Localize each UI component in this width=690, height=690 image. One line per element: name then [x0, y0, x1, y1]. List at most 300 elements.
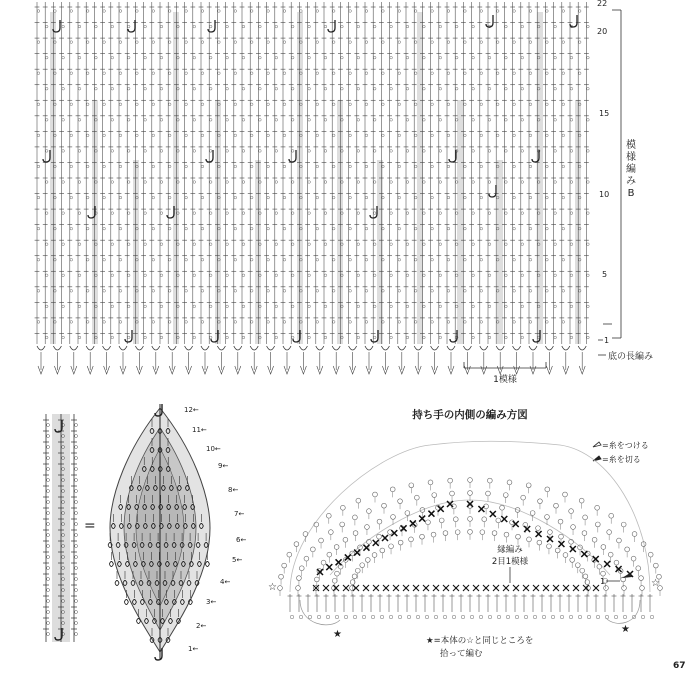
row-number: 10 — [599, 190, 610, 199]
chain-loop — [103, 321, 106, 324]
bottom-loop — [371, 615, 375, 619]
chain-loop — [447, 72, 450, 75]
chain-loop — [390, 274, 393, 277]
strip-loop — [75, 424, 78, 427]
chain-loop — [250, 196, 253, 199]
chain-loop — [152, 321, 155, 324]
chain-loop — [259, 150, 262, 153]
strip-loop — [47, 457, 50, 460]
strip-loop — [75, 457, 78, 460]
handle-loop — [391, 515, 396, 520]
handle-loop — [314, 577, 319, 582]
legend-attach — [593, 440, 649, 450]
chain-loop — [291, 56, 294, 59]
chain-loop — [144, 56, 147, 59]
handle-loop — [468, 516, 473, 521]
strip-loop — [75, 611, 78, 614]
chain-loop — [480, 321, 483, 324]
chain-loop — [127, 119, 130, 122]
chain-loop — [365, 321, 368, 324]
chain-loop — [111, 150, 114, 153]
chain-loop — [316, 258, 319, 261]
chain-loop — [103, 196, 106, 199]
chain-loop — [431, 103, 434, 106]
strip-loop — [75, 556, 78, 559]
handle-loop — [367, 539, 372, 544]
chain-loop — [554, 274, 557, 277]
chain-loop — [291, 212, 294, 215]
handle-loop — [592, 537, 597, 542]
handle-loop — [439, 518, 444, 523]
base-stitch — [316, 346, 324, 350]
chain-loop — [78, 336, 81, 339]
handle-loop — [334, 545, 339, 550]
chain-loop — [168, 290, 171, 293]
leaf-row-label: 5← — [232, 556, 243, 564]
chain-loop — [521, 212, 524, 215]
chain-loop — [529, 165, 532, 168]
chain-loop — [111, 212, 114, 215]
handle-loop — [380, 548, 385, 553]
chain-loop — [193, 274, 196, 277]
pattern-name-char: 様 — [626, 152, 636, 163]
chain-loop — [127, 25, 130, 28]
chain-loop — [45, 25, 48, 28]
bottom-loop — [317, 615, 321, 619]
note-line2: 拾って編む — [440, 649, 483, 659]
chain-loop — [78, 150, 81, 153]
chain-loop — [111, 56, 114, 59]
chain-loop — [45, 274, 48, 277]
handle-loop — [648, 552, 653, 557]
chain-loop — [250, 72, 253, 75]
base-stitch — [267, 346, 275, 350]
chain-loop — [78, 243, 81, 246]
chain-loop — [86, 258, 89, 261]
bottom-loop — [452, 615, 456, 619]
chain-loop — [308, 150, 311, 153]
column-highlight — [377, 160, 383, 344]
chain-loop — [226, 87, 229, 90]
chain-loop — [201, 134, 204, 137]
chain-loop — [341, 87, 344, 90]
chain-loop — [472, 212, 475, 215]
chain-loop — [382, 72, 385, 75]
chain-loop — [250, 10, 253, 13]
chain-loop — [193, 336, 196, 339]
chain-loop — [275, 243, 278, 246]
chain-loop — [54, 10, 57, 13]
handle-loop — [632, 532, 637, 537]
chain-loop — [439, 181, 442, 184]
chain-loop — [111, 119, 114, 122]
chain-loop — [472, 150, 475, 153]
chain-loop — [529, 103, 532, 106]
strip-loop — [47, 600, 50, 603]
chain-loop — [78, 119, 81, 122]
chain-loop — [201, 165, 204, 168]
chain-loop — [357, 87, 360, 90]
chain-loop — [431, 321, 434, 324]
handle-loop — [428, 480, 433, 485]
chain-loop — [127, 212, 130, 215]
chain-loop — [488, 336, 491, 339]
chain-loop — [136, 10, 139, 13]
chain-loop — [111, 181, 114, 184]
chain-loop — [521, 56, 524, 59]
chain-loop — [332, 321, 335, 324]
base-stitch — [53, 346, 61, 350]
handle-loop — [297, 576, 302, 581]
chain-loop — [480, 196, 483, 199]
handle-loop — [559, 534, 564, 539]
handle-loop — [340, 522, 345, 527]
chain-loop — [521, 25, 524, 28]
chain-loop — [201, 72, 204, 75]
handle-loop — [414, 495, 419, 500]
chain-loop — [70, 290, 73, 293]
handle-strip-chart — [43, 414, 78, 642]
chain-loop — [390, 181, 393, 184]
chain-loop — [144, 150, 147, 153]
chain-loop — [185, 103, 188, 106]
chain-loop — [398, 258, 401, 261]
chain-loop — [554, 212, 557, 215]
chain-loop — [111, 336, 114, 339]
chain-loop — [562, 10, 565, 13]
chain-loop — [357, 25, 360, 28]
handle-loop — [352, 574, 357, 579]
handle-loop — [390, 487, 395, 492]
base-stitch — [447, 346, 455, 350]
handle-loop — [373, 492, 378, 497]
chain-loop — [234, 72, 237, 75]
chain-loop — [464, 10, 467, 13]
chain-loop — [414, 134, 417, 137]
chain-loop — [332, 103, 335, 106]
bottom-loop — [353, 615, 357, 619]
chain-loop — [234, 103, 237, 106]
chain-loop — [480, 258, 483, 261]
chain-loop — [521, 87, 524, 90]
handle-loop — [639, 576, 644, 581]
chain-loop — [185, 10, 188, 13]
chain-loop — [554, 150, 557, 153]
chain-loop — [324, 243, 327, 246]
chain-loop — [357, 150, 360, 153]
chain-loop — [480, 41, 483, 44]
chain-loop — [373, 243, 376, 246]
handle-loop — [287, 552, 292, 557]
chain-loop — [324, 150, 327, 153]
chain-loop — [103, 10, 106, 13]
chain-loop — [357, 212, 360, 215]
chain-loop — [406, 150, 409, 153]
chain-loop — [324, 212, 327, 215]
chain-loop — [119, 41, 122, 44]
chain-loop — [414, 165, 417, 168]
chain-loop — [480, 103, 483, 106]
chain-loop — [308, 336, 311, 339]
handle-loop — [547, 544, 552, 549]
chain-loop — [398, 72, 401, 75]
chain-loop — [242, 25, 245, 28]
stitch-columns — [37, 2, 586, 344]
base-stitch — [37, 346, 45, 350]
chain-loop — [587, 181, 590, 184]
chain-loop — [259, 119, 262, 122]
chain-loop — [275, 305, 278, 308]
handle-loop — [580, 568, 585, 573]
chain-loop — [242, 243, 245, 246]
chain-loop — [316, 103, 319, 106]
chain-loop — [152, 258, 155, 261]
chain-loop — [578, 10, 581, 13]
chain-loop — [45, 181, 48, 184]
chain-loop — [70, 10, 73, 13]
chain-loop — [62, 336, 65, 339]
chain-loop — [480, 10, 483, 13]
chain-loop — [349, 10, 352, 13]
bottom-loop — [578, 615, 582, 619]
edge-label-line2: 2目1模様 — [491, 557, 529, 567]
chain-loop — [242, 150, 245, 153]
chain-loop — [209, 119, 212, 122]
chain-loop — [283, 321, 286, 324]
chain-loop — [439, 56, 442, 59]
handle-loop — [389, 544, 394, 549]
chain-loop — [521, 305, 524, 308]
chain-loop — [242, 87, 245, 90]
stitch-chart-pattern-b — [35, 0, 653, 385]
chain-loop — [234, 321, 237, 324]
chain-loop — [111, 87, 114, 90]
handle-loop — [640, 586, 645, 591]
chain-loop — [513, 103, 516, 106]
hook-symbol — [450, 330, 457, 342]
chain-loop — [267, 227, 270, 230]
bottom-loop — [425, 615, 429, 619]
chain-loop — [127, 305, 130, 308]
handle-loop — [538, 499, 543, 504]
chain-loop — [472, 336, 475, 339]
chain-loop — [414, 10, 417, 13]
chain-loop — [209, 336, 212, 339]
bottom-loop — [308, 615, 312, 619]
strip-loop — [47, 490, 50, 493]
strip-loop — [75, 446, 78, 449]
leaf-stitch — [205, 562, 209, 567]
chain-loop — [472, 274, 475, 277]
chain-loop — [86, 290, 89, 293]
chain-loop — [562, 321, 565, 324]
chain-loop — [562, 72, 565, 75]
handle-loop — [294, 542, 299, 547]
chain-loop — [513, 72, 516, 75]
chain-loop — [308, 305, 311, 308]
handle-loop — [631, 556, 636, 561]
chain-loop — [308, 119, 311, 122]
chain-loop — [103, 134, 106, 137]
chain-loop — [562, 134, 565, 137]
chain-loop — [349, 41, 352, 44]
chain-loop — [431, 72, 434, 75]
chain-loop — [529, 41, 532, 44]
chain-loop — [439, 119, 442, 122]
chain-loop — [250, 290, 253, 293]
chain-loop — [324, 119, 327, 122]
hook-symbol — [128, 20, 135, 32]
chain-loop — [250, 134, 253, 137]
chain-loop — [308, 212, 311, 215]
chain-loop — [168, 41, 171, 44]
chain-loop — [505, 305, 508, 308]
chain-loop — [283, 134, 286, 137]
strip-loop — [75, 501, 78, 504]
chain-loop — [570, 243, 573, 246]
chain-loop — [275, 212, 278, 215]
chain-loop — [62, 119, 65, 122]
hook-symbol — [489, 185, 496, 197]
chain-loop — [464, 134, 467, 137]
chain-loop — [488, 212, 491, 215]
chain-loop — [103, 258, 106, 261]
chain-loop — [505, 243, 508, 246]
chain-loop — [324, 305, 327, 308]
chain-loop — [291, 181, 294, 184]
chain-loop — [349, 258, 352, 261]
handle-loop — [527, 537, 532, 542]
handle-loop — [355, 568, 360, 573]
chain-loop — [226, 336, 229, 339]
chain-loop — [373, 305, 376, 308]
handle-loop — [328, 530, 333, 535]
chain-loop — [513, 227, 516, 230]
chain-loop — [505, 25, 508, 28]
bottom-loop — [344, 615, 348, 619]
chain-loop — [226, 243, 229, 246]
handle-row-marker: 1 — [600, 577, 606, 586]
bottom-loop — [641, 615, 645, 619]
chain-loop — [168, 258, 171, 261]
leaf-row-label: 12← — [184, 406, 199, 414]
chain-loop — [316, 227, 319, 230]
base-stitch — [250, 346, 258, 350]
chain-loop — [373, 87, 376, 90]
chain-loop — [37, 134, 40, 137]
chain-loop — [242, 212, 245, 215]
handle-loop — [570, 558, 575, 563]
chain-loop — [86, 10, 89, 13]
chain-loop — [488, 150, 491, 153]
chain-loop — [45, 56, 48, 59]
base-stitch — [431, 346, 439, 350]
handle-loop — [617, 538, 622, 543]
leaf-row-label: 9← — [218, 462, 229, 470]
chain-loop — [144, 274, 147, 277]
chain-loop — [546, 165, 549, 168]
chain-loop — [152, 72, 155, 75]
handle-loop — [409, 483, 414, 488]
chain-loop — [144, 87, 147, 90]
handle-loop — [431, 532, 436, 537]
chain-loop — [267, 41, 270, 44]
chain-loop — [365, 227, 368, 230]
chain-loop — [447, 165, 450, 168]
strip-loop — [47, 545, 50, 548]
chain-loop — [447, 258, 450, 261]
handle-loop — [382, 503, 387, 508]
chain-loop — [78, 25, 81, 28]
handle-bottom-stitches — [288, 594, 654, 625]
strip-loop — [75, 589, 78, 592]
chain-loop — [119, 227, 122, 230]
bottom-loop — [290, 615, 294, 619]
handle-loop — [350, 580, 355, 585]
chain-loop — [554, 119, 557, 122]
note-line1: ★=本体の☆と同じところを — [426, 636, 534, 646]
chain-loop — [127, 87, 130, 90]
chain-loop — [70, 258, 73, 261]
handle-loop — [653, 563, 658, 568]
handle-loop — [536, 526, 541, 531]
chain-loop — [373, 181, 376, 184]
chain-loop — [316, 290, 319, 293]
chain-loop — [209, 56, 212, 59]
chain-loop — [168, 103, 171, 106]
chain-loop — [513, 196, 516, 199]
chain-loop — [201, 196, 204, 199]
handle-loop — [278, 586, 283, 591]
chain-loop — [554, 181, 557, 184]
chain-loop — [250, 41, 253, 44]
chain-loop — [209, 212, 212, 215]
chain-loop — [291, 243, 294, 246]
chain-loop — [242, 119, 245, 122]
chain-loop — [283, 72, 286, 75]
chain-loop — [324, 181, 327, 184]
bottom-loop — [542, 615, 546, 619]
chain-loop — [275, 87, 278, 90]
chain-loop — [554, 243, 557, 246]
chain-loop — [521, 181, 524, 184]
chain-loop — [546, 10, 549, 13]
chain-loop — [570, 305, 573, 308]
chain-loop — [283, 290, 286, 293]
handle-loop — [377, 534, 382, 539]
handle-loop — [563, 492, 568, 497]
chain-loop — [513, 321, 516, 324]
handle-loop — [601, 545, 606, 550]
chain-loop — [546, 196, 549, 199]
bottom-loop — [515, 615, 519, 619]
legend-cut-text: =糸を切る — [602, 455, 641, 464]
legend-cut — [593, 454, 641, 464]
chain-loop — [480, 134, 483, 137]
strip-loop — [47, 633, 50, 636]
leaf-row-label: 1← — [188, 645, 199, 653]
chain-loop — [160, 274, 163, 277]
handle-loop — [450, 491, 455, 496]
chain-loop — [308, 243, 311, 246]
chain-loop — [529, 290, 532, 293]
chain-loop — [136, 134, 139, 137]
base-stitch — [480, 346, 488, 350]
strip-loop — [75, 534, 78, 537]
chain-loop — [414, 321, 417, 324]
chain-loop — [144, 25, 147, 28]
chain-loop — [365, 134, 368, 137]
